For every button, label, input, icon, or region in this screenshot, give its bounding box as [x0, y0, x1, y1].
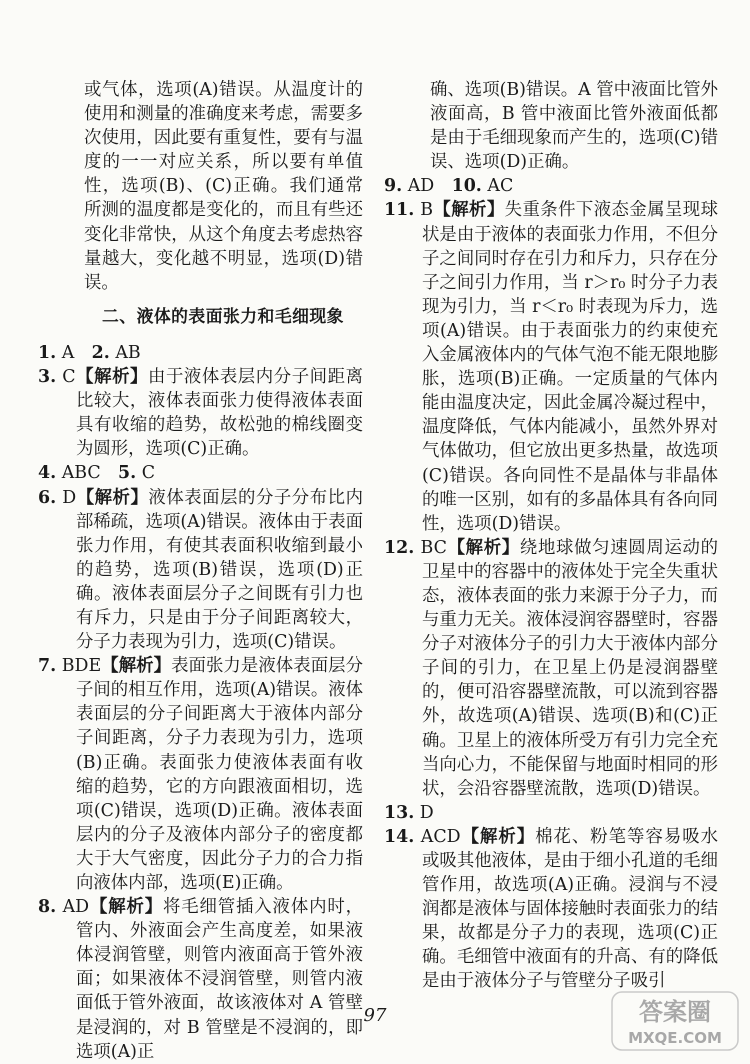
item-explanation: 将毛细管插入液体内时，管内、外液面会产生高度差，如果液体浸润管壁，则管内液面高于管外液面；如果液体不浸润管壁，则管内液面低于管外液面，故该液体对 A 管壁是浸润的，对 B 管壁是不浸润的，即选项(A)正 — [76, 897, 363, 1062]
item-number: 1. — [38, 342, 57, 363]
continuation-paragraph: 确、选项(B)错误。A 管中液面比管外液面高，B 管中液面比管外液面低都是由于毛细现象而产生的，选项(C)错误、选项(D)正确。 — [430, 80, 718, 173]
item-answer: AB — [115, 342, 141, 363]
answer-item — [38, 461, 363, 485]
left-answer-list — [38, 341, 363, 1064]
analysis-tag: 【解析】 — [446, 537, 520, 558]
item-number: 14. — [384, 826, 415, 847]
item-number: 2. — [91, 342, 110, 363]
right-answer-list — [384, 174, 718, 993]
section-heading: 二、液体的表面张力和毛细现象 — [102, 305, 344, 326]
item-number: 5. — [118, 463, 137, 484]
item-number: 10. — [451, 176, 482, 197]
item-number: 6. — [38, 487, 57, 508]
analysis-tag: 【解析】 — [433, 200, 505, 221]
item-answer: B — [420, 200, 433, 221]
item-answer: D — [419, 802, 434, 823]
item-number: 3. — [38, 367, 57, 388]
analysis-tag: 【解析】 — [75, 367, 148, 388]
watermark-logo — [610, 990, 740, 1052]
item-number: 8. — [38, 897, 57, 918]
item-explanation: 表面张力是液体表面层分子间的相互作用，选项(A)错误。液体表面层的分子间距离大于液体内部分子间距离，分子力表现为引力，选项(B)正确。表面张力使液体表面有收缩的趋势，它的方向跟液面相切，选项(C)错误，选项(D)正确。液体表面层内的分子及液体内部分子的密度都大于大气密度，因此分子力的合力指向液体内部，选项(E)正确。 — [76, 656, 363, 893]
item-answer: A — [61, 342, 75, 363]
item-explanation: 棉花、粉笔等容易吸水或吸其他液体，是由于细小孔道的毛细管作用，故选项(A)正确。浸润与不浸润都是液体与固体接触时表面张力的结果，故都是分子力的表现，选项(C)正确。毛细管中液面有的升高、有的降低是由于液体分子与管壁分子吸引 — [422, 826, 718, 992]
item-number: 11. — [384, 200, 415, 221]
item-explanation: 绕地球做匀速圆周运动的卫星中的容器中的液体处于完全失重状态，液体表面的张力来源于分子力，而与重力无关。液体浸润容器壁时，容器分子对液体分子的引力大于液体内部分子间的引力，在卫星上仍是浸润器壁的，便可沿容器壁流散，可以流到容器外，故选项(A)错误、选项(B)和(C)正确。卫星上的液体所受万有引力完全充当向心力，不能保留与地面时相同的形状，会沿容器壁流散，选项(D)错误。 — [422, 537, 718, 799]
item-answer: BC — [420, 537, 447, 558]
analysis-tag: 【解析】 — [76, 487, 149, 508]
item-answer: ACD — [420, 826, 461, 847]
item-answer: C — [141, 463, 156, 484]
analysis-tag: 【解析】 — [460, 826, 536, 847]
answer-item — [38, 486, 363, 655]
watermark-line1: 答案圈 — [639, 998, 711, 1026]
answer-item — [384, 801, 718, 825]
right-column — [384, 78, 718, 994]
answer-item — [384, 174, 718, 198]
answer-item — [384, 825, 718, 994]
item-answer: AD — [407, 176, 435, 197]
answer-item — [38, 365, 363, 461]
item-number: 7. — [38, 656, 57, 677]
analysis-tag: 【解析】 — [89, 897, 163, 918]
answer-item — [38, 341, 363, 365]
item-answer: ABC — [61, 463, 101, 484]
analysis-tag: 【解析】 — [101, 656, 172, 677]
item-answer: AC — [487, 176, 514, 197]
answer-item — [384, 198, 718, 535]
answer-item — [384, 536, 718, 801]
intro-paragraph: 或气体，选项(A)错误。从温度计的使用和测量的准确度来考虑，需要多次使用，因此要有重复性，要有与温度的一一对应关系，所以要有单值性，选项(B)、(C)正确。我们通常所测的温度都是变化的，而且有些还变化非常快，从这个角度去考虑热容量越大，变化越不明显，选项(D)错误。 — [84, 80, 363, 293]
item-answer: D — [62, 487, 77, 508]
page-number: 97 — [363, 1005, 387, 1026]
item-answer: BDE — [61, 656, 102, 677]
watermark-line2: MXQE.COM — [628, 1029, 722, 1047]
item-number: 12. — [384, 537, 415, 558]
item-answer: C — [62, 367, 76, 388]
answer-item — [38, 895, 363, 1064]
item-number: 9. — [384, 176, 403, 197]
item-explanation: 由于液体表层内分子间距离比较大，液体表面张力使得液体表面具有收缩的趋势，故松弛的棉线圈变为圆形，选项(C)正确。 — [76, 367, 363, 460]
answer-item — [38, 654, 363, 895]
item-answer: AD — [62, 897, 90, 918]
left-column — [38, 78, 363, 1064]
item-number: 13. — [384, 802, 415, 823]
item-explanation: 液体表面层的分子分布比内部稀疏，选项(A)错误。液体由于表面张力作用，有使其表面积收缩到最小的趋势，选项(B)错误，选项(D)正确。液体表面层分子之间既有引力也有斥力，只是由于分子间距离较大，分子力表现为引力，选项(C)错误。 — [76, 487, 363, 653]
item-number: 4. — [38, 463, 57, 484]
item-explanation: 失重条件下液态金属呈现球状是由于液体的表面张力作用，不但分子之间同时存在引力和斥力，只存在分子之间引力作用，当 r＞r₀ 时分子力表现为引力，当 r＜r₀ 时表现为斥力，选项(A)错误。由于表面张力的约束使充入金属液体内的气体气泡不能无限地膨胀，选项(B)正确。一定质量的气体内能由温度决定，因此金属冷凝过程中，温度降低，气体内能减小，虽然外界对气体做功，但它放出更多热量，故选项(C)错误。各向同性不是晶体与非晶体的唯一区别，如有的多晶体具有各向同性，选项(D)错误。 — [422, 200, 718, 534]
